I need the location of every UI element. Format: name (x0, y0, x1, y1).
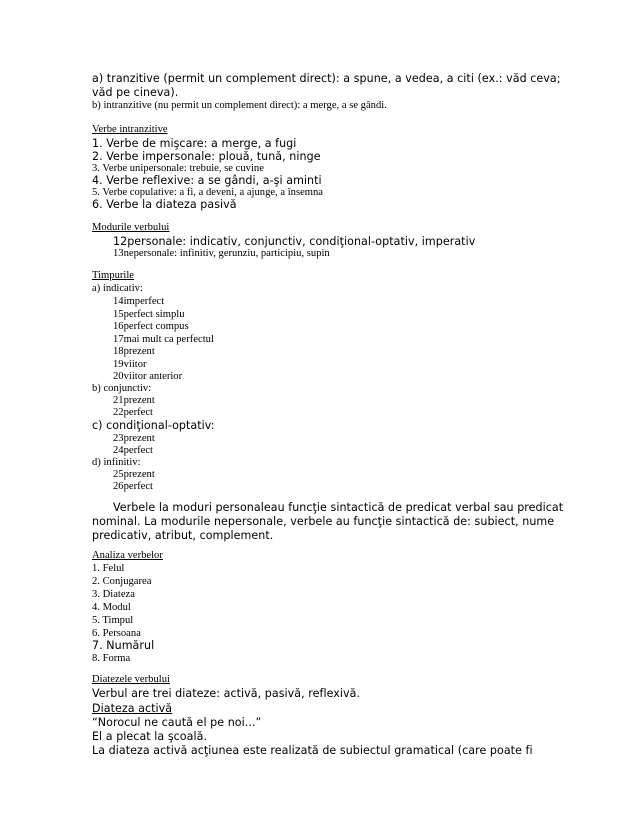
list-item: 12personale: indicativ, conjunctiv, condiţional-optativ, imperativ (113, 235, 476, 248)
list-label: d) infinitiv: (92, 457, 141, 468)
list-item: 19viitor (113, 359, 147, 370)
list-item: 24perfect (113, 445, 153, 456)
list-item: 26perfect (113, 481, 153, 492)
text-line: b) intranzitive (nu permit un complement direct): a merge, a se gândi. (92, 100, 387, 111)
list-label: c) condiţional-optativ: (92, 419, 215, 432)
list-label: b) conjunctiv: (92, 383, 152, 394)
section-heading: Analiza verbelor (92, 550, 163, 561)
list-item: 8. Forma (92, 653, 131, 664)
list-item: 23prezent (113, 433, 155, 444)
list-item: 6. Verbe la diateza pasivă (92, 198, 237, 211)
section-heading: Modurile verbului (92, 222, 170, 233)
list-item: 7. Numărul (92, 639, 155, 652)
list-item: 21prezent (113, 395, 155, 406)
paragraph-line: La diateza activă acţiunea este realizată de subiectul gramatical (care poate fi (92, 744, 533, 757)
list-item: 3. Diateza (92, 589, 135, 600)
list-item: 6. Persoana (92, 628, 141, 639)
list-item: 16perfect compus (113, 321, 189, 332)
list-item: 4. Modul (92, 602, 131, 613)
list-item: 14imperfect (113, 296, 165, 307)
list-item: 2. Conjugarea (92, 576, 152, 587)
paragraph-line: “Norocul ne caută el pe noi...” (92, 716, 262, 729)
list-item: 18prezent (113, 346, 155, 357)
subsection-heading: Diateza activă (92, 702, 173, 715)
list-item: 17mai mult ca perfectul (113, 334, 214, 345)
text-line: văd pe cineva). (92, 86, 179, 99)
list-item: 1. Verbe de mişcare: a merge, a fugi (92, 137, 297, 150)
paragraph-line: El a plecat la şcoală. (92, 730, 208, 743)
paragraph-line: Verbul are trei diateze: activă, pasivă, reflexivă. (92, 687, 361, 700)
paragraph-line: nominal. La modurile nepersonale, verbele au funcţie sintactică de: subiect, nume (92, 515, 555, 528)
list-item: 4. Verbe reflexive: a se gândi, a-şi aminti (92, 174, 322, 187)
list-item: 13nepersonale: infinitiv, gerunziu, participiu, supin (113, 248, 330, 259)
section-heading: Timpurile (92, 270, 134, 281)
paragraph-line: predicativ, atribut, complement. (92, 529, 274, 542)
list-item: 3. Verbe unipersonale: trebuie, se cuvine (92, 163, 264, 174)
list-item: 22perfect (113, 407, 153, 418)
text-line: a) tranzitive (permit un complement direct): a spune, a vedea, a citi (ex.: văd ceva; (92, 72, 561, 85)
list-item: 1. Felul (92, 563, 125, 574)
list-item: 20viitor anterior (113, 371, 183, 382)
list-item: 2. Verbe impersonale: plouă, tună, ninge (92, 150, 321, 163)
list-item: 5. Verbe copulative: a fi, a deveni, a ajunge, a însemna (92, 187, 324, 198)
section-heading: Verbe intranzitive (92, 124, 168, 135)
list-item: 25prezent (113, 469, 155, 480)
section-heading: Diatezele verbului (92, 674, 170, 685)
paragraph-line: Verbele la moduri personaleau funcţie sintactică de predicat verbal sau predicat (113, 501, 564, 514)
list-item: 5. Timpul (92, 615, 134, 626)
list-item: 15perfect simplu (113, 309, 185, 320)
list-label: a) indicativ: (92, 283, 143, 294)
